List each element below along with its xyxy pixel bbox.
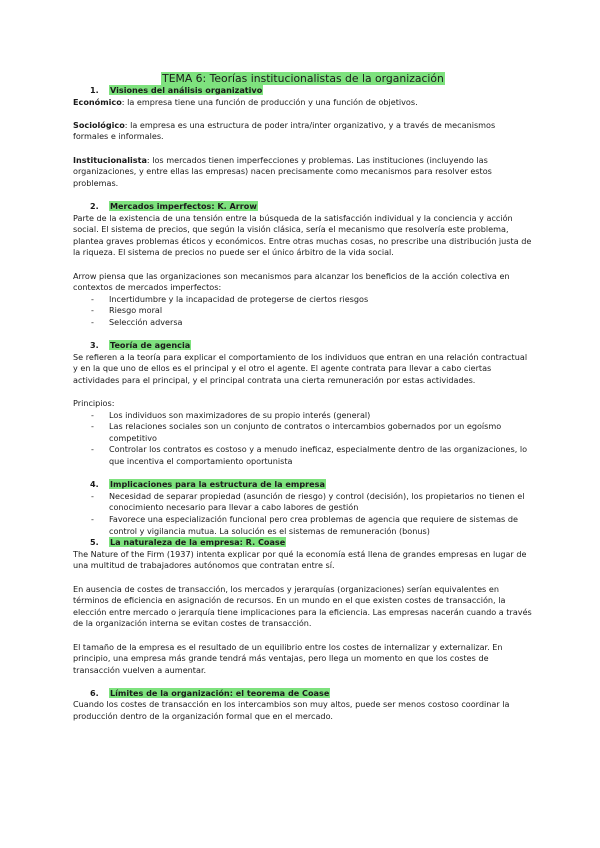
section-2-heading: 2. Mercados imperfectos: K. Arrow	[90, 200, 257, 211]
list-item: - Favorece una especialización funcional pero crea problemas de agencia que requiere de sistemas de control y vigilancia mutua. La solución es el sistemas de remuneración (bonus)	[73, 514, 533, 537]
list-item: - Las relaciones sociales son un conjunto de contratos o intercambios gobernados por un egoísmo competitivo	[73, 421, 533, 444]
coase-paragraph-2: En ausencia de costes de transacción, los mercados y jerarquías (organizaciones) serían equivalentes en términos de eficiencia en asignación de recursos. En un mundo en el que existen costes de transacción, la elección entre mercado o jerarquía tiene implicaciones para la eficiencia. Las empresas nacerán cuando a través de la organización interna se evitan costes de transacción.	[73, 583, 532, 629]
teorema-paragraph: Cuando los costes de transacción en los intercambios son muy altos, puede ser menos costoso coordinar la producción dentro de la organización formal que en el mercado.	[73, 699, 510, 722]
coase-paragraph-1: The Nature of the Firm (1937) intenta explicar por qué la economía está llena de grandes empresas en lugar de una multitud de trabajadores autónomos que contratan entre sí.	[73, 548, 527, 571]
section-3-heading: 3. Teoría de agencia	[90, 340, 191, 351]
list-item: - Controlar los contratos es costoso y a menudo ineficaz, especialmente dentro de las organizaciones, lo que incentiva el comportamiento oportunista	[73, 444, 533, 467]
arrow-paragraph-2: Arrow piensa que las organizaciones son mecanismos para alcanzar los beneficios de la acción colectiva en contextos de mercados imperfectos:	[73, 270, 510, 293]
list-item: - Selección adversa	[73, 317, 533, 329]
section-5-heading: 5. La naturaleza de la empresa: R. Coase	[90, 537, 286, 548]
coase-paragraph-3: El tamaño de la empresa es el resultado de un equilibrio entre los costes de internalizar y externalizar. En principio, una empresa más grande tendrá más ventajas, pero llega un momento en que los costes de transacción vuelven a aumentar.	[73, 641, 503, 675]
arrow-list	[73, 294, 533, 329]
list-item: - Necesidad de separar propiedad (asunción de riesgo) y control (decisión), los propietarios no tienen el conocimiento necesario para llevar a cabo labores de gestión	[73, 491, 533, 514]
list-item: - Incertidumbre y la incapacidad de protegerse de ciertos riesgos	[73, 294, 533, 306]
arrow-paragraph-1: Parte de la existencia de una tensión entre la búsqueda de la satisfacción individual y la conciencia y acción social. El sistema de precios, que según la visión clásica, sería el mecanismo que resolvería este problema, plantea graves problemas éticos y económicos. Entre otras muchas cosas, no prescribe una distribución justa de la riqueza. El sistema de precios no puede ser el único árbitro de la vida social.	[73, 212, 532, 258]
sociologico-paragraph: Sociológico: la empresa es una estructura de poder intra/inter organizativo, y a través de mecanismos formales e informales.	[73, 119, 496, 142]
institucionalista-paragraph: Institucionalista: los mercados tienen imperfecciones y problemas. Las instituciones (incluyendo las organizaciones, y entre ellas las empresas) nacen precisamente como mecanismos para resolver estos problemas.	[73, 154, 492, 188]
list-item: - Los individuos son maximizadores de su propio interés (general)	[73, 410, 533, 422]
section-4-heading: 4. Implicaciones para la estructura de la empresa	[90, 479, 325, 490]
section-1-heading: 1. Visiones del análisis organizativo	[90, 85, 263, 95]
agencia-paragraph-1: Se refieren a la teoría para explicar el comportamiento de los individuos que entran en una relación contractual y en la que uno de ellos es el principal y el otro el agente. El agente contrata para llevar a cabo ciertas actividades para el principal, y el principal contrata una cierta remuneración por estas actividades.	[73, 351, 528, 385]
principios-list	[73, 410, 533, 468]
document-body	[73, 72, 533, 723]
implicaciones-list	[73, 491, 533, 537]
page-title: TEMA 6: Teorías institucionalistas de la organización	[162, 72, 444, 85]
economico-paragraph: Económico: la empresa tiene una función de producción y una función de objetivos.	[73, 96, 418, 107]
section-6-heading: 6. Límites de la organización: el teorema de Coase	[90, 687, 330, 698]
list-item: - Riesgo moral	[73, 305, 533, 317]
principios-label: Principios:	[73, 398, 115, 409]
